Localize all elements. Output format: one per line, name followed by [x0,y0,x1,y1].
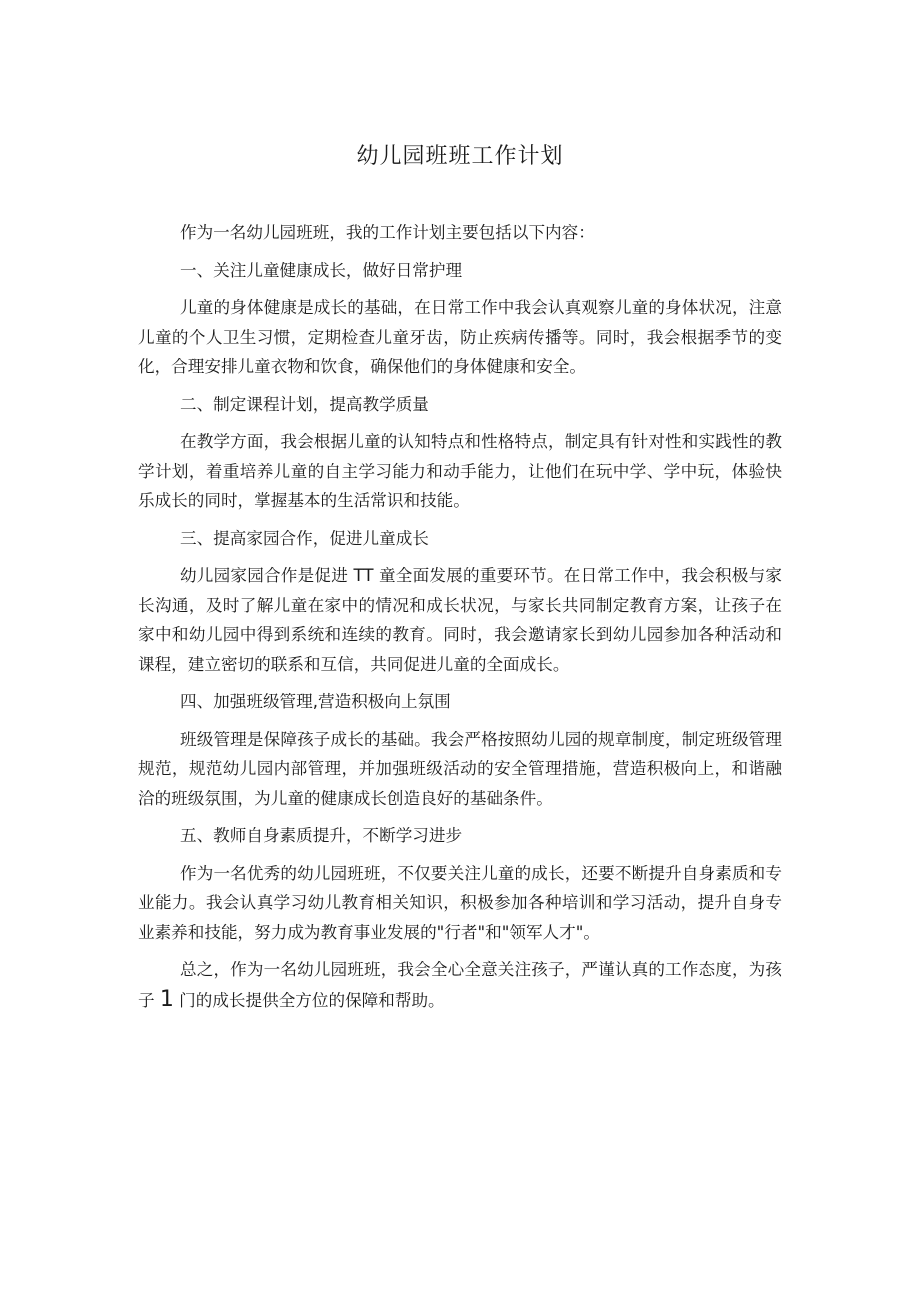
conclusion-end: 门的成长提供全方位的保障和帮助。 [179,990,445,1010]
section-5-heading: 五、教师自身素质提升，不断学习进步 [180,826,463,845]
section-3-heading: 三、提高家园合作，促进儿童成长 [180,528,429,548]
document-body [138,218,782,1023]
section-1-heading: 一、关注儿童健康成长，做好日常护理 [180,260,463,280]
section-4-body: 班级管理是保障孩子成长的基础。我会严格按照幼儿园的规章制度，制定班级管理规范，规范幼儿园内部管理，并加强班级活动的安全管理措施，营造积极向上，和谐融洽的班级氛围，为儿童的健康成长创造良好的基础条件。 [138,729,782,808]
section-5-body: 作为一名优秀的幼儿园班班，不仅要关注儿童的成长，还要不断提升自身素质和专业能力。我会认真学习幼儿教育相关知识，积极参加各种培训和学习活动，提升自身专业素养和技能，努力成为教育事业发展的"行者"和"领军人才"。 [138,863,782,942]
conclusion-start: 总之，作为一名幼儿园班班，我会全心全意关注孩子，严谨认真的工作态度，为孩子 [138,960,782,1010]
section-3-body-end: 童全面发展的重要环节。在日常工作中，我会积极与家长沟通，及时了解儿童在家中的情况和成长状况，与家长共同制定教育方案，让孩子在家中和幼儿园中得到系统和连续的教育。同时，我会邀请家长到幼儿园参加各种活动和课程，建立密切的联系和互信，共同促进儿童的全面成长。 [138,566,782,674]
conclusion-glyph: 1 [159,986,174,1012]
section-2-body: 在教学方面，我会根据儿童的认知特点和性格特点，制定具有针对性和实践性的教学计划，着重培养儿童的自主学习能力和动手能力，让他们在玩中学、学中玩，体验快乐成长的同时，掌握基本的生活常识和技能。 [138,432,782,510]
section-3-body-start: 幼儿园家园合作是促进 [180,566,349,585]
section-1-body: 儿童的身体健康是成长的基础，在日常工作中我会认真观察儿童的身体状况，注意儿童的个人卫生习惯，定期检查儿童牙齿，防止疾病传播等。同时，我会根据季节的变化，合理安排儿童衣物和饮食，确保他们的身体健康和安全。 [138,298,782,376]
intro-paragraph: 作为一名幼儿园班班，我的工作计划主要包括以下内容： [180,223,595,242]
section-2-heading: 二、制定课程计划，提高教学质量 [180,394,429,414]
section-4-heading: 四、加强班级管理,营造积极向上氛围 [180,692,451,711]
section-3-body [138,561,782,679]
conclusion-paragraph [138,955,782,1015]
document-title: 幼儿园班班工作计划 [356,144,564,169]
section-3-body-glyph: TT [353,566,374,585]
